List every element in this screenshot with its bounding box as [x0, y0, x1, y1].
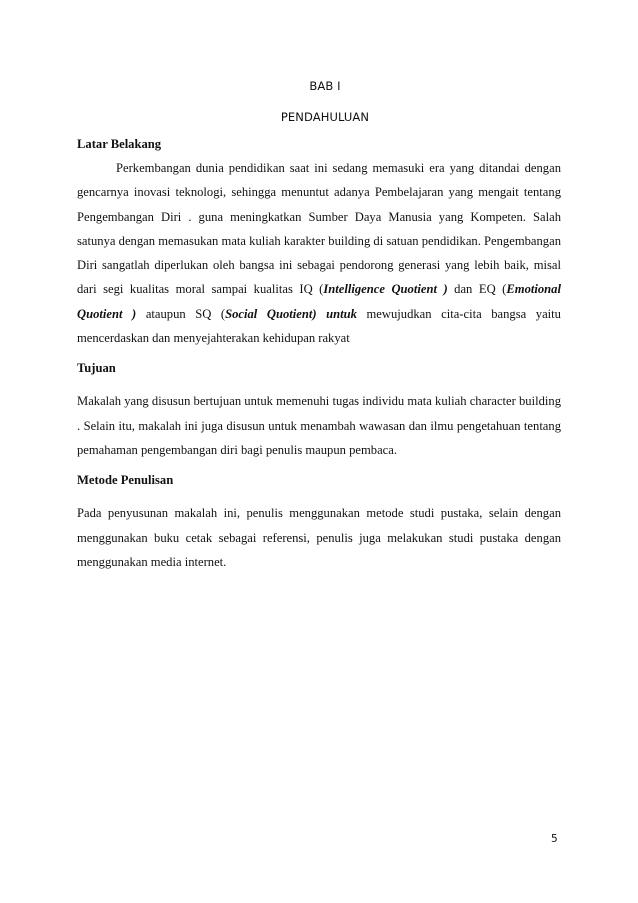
document-body — [77, 134, 561, 574]
paragraph-latar-belakang — [77, 156, 561, 350]
paragraph-tujuan: Makalah yang disusun bertujuan untuk memenuhi tugas individu mata kuliah character building . Selain itu, makalah ini juga disusun untuk menambah wawasan dan ilmu pengetahuan tentang pemahaman pengembangan diri bagi penulis maupun pembaca. — [77, 394, 561, 457]
section-title-tujuan: Tujuan — [77, 361, 116, 376]
paragraph-metode-penulisan: Pada penyusunan makalah ini, penulis menggunakan metode studi pustaka, selain dengan menggunakan buku cetak sebagai referensi, penulis juga melakukan studi pustaka dengan menggunakan media internet. — [77, 506, 561, 569]
term-iq: Intelligence Quotient ) — [323, 282, 448, 297]
term-sq: Social Quotient) untuk — [225, 306, 357, 321]
section-title-metode-penulisan: Metode Penulisan — [77, 473, 174, 488]
chapter-number: BAB I — [309, 79, 341, 93]
chapter-title: PENDAHULUAN — [280, 110, 370, 124]
paragraph-text: ataupun SQ ( — [136, 306, 226, 321]
paragraph-text: Perkembangan dunia pendidikan saat ini sedang memasuki era yang ditandai dengan gencarnya inovasi teknologi, sehingga menuntut adanya Pembelajaran yang mengait tentang Pengembangan Diri . guna meningkatkan Sumber Daya Manusia yang Kompeten. Salah satunya dengan memasukan mata kuliah karakter building di satuan pendidikan. Pengembangan Diri sangatlah diperlukan oleh bangsa ini sebagai pendorong generasi yang lebih baik, misal dari segi kualitas moral sampai kualitas IQ ( — [77, 161, 561, 297]
section-title-latar-belakang: Latar Belakang — [77, 137, 162, 151]
paragraph-text: dan EQ ( — [447, 282, 507, 297]
paragraph-text: mewujudkan cita-cita bangsa yaitu mencerdaskan dan menyejahterakan kehidupan rakyat — [77, 306, 561, 346]
term-eq: Emotional Quotient ) — [77, 282, 561, 321]
page-number: 5 — [551, 833, 558, 845]
